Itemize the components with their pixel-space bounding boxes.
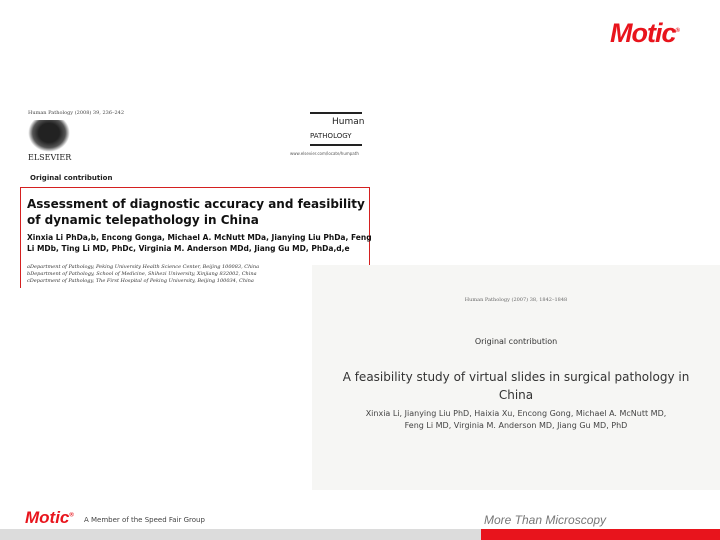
motic-logo-top: Motic® <box>610 18 679 48</box>
paper-2-section: Original contribution <box>474 337 558 346</box>
authors-line: Feng Li MD, Virginia M. Anderson MD, Jiang Gu MD, PhD <box>404 421 628 430</box>
paper-2-authors <box>312 408 720 432</box>
paper-2-header-image <box>312 265 720 490</box>
affiliation: cDepartment of Pathology, The First Hospital of Peking University, Beijing 100034, China <box>27 278 254 284</box>
paper-1-title: Assessment of diagnostic accuracy and feasibility of dynamic telepathology in China <box>27 197 365 227</box>
member-text: A Member of the Speed Fair Group <box>84 516 205 524</box>
divider <box>310 144 362 146</box>
elsevier-tree-icon <box>28 120 70 152</box>
paper-1-citation: Human Pathology (2008) 39, 236–242 <box>28 110 125 116</box>
journal-name-2: PATHOLOGY <box>310 132 352 140</box>
divider <box>310 112 362 114</box>
journal-url: www.elsevier.com/locate/humpath <box>290 151 359 156</box>
paper-2-title: A feasibility study of virtual slides in surgical pathology in China <box>342 370 690 402</box>
affiliation: aDepartment of Pathology, Peking University Health Science Center, Beijing 100083, China <box>27 264 260 270</box>
affiliation: bDepartment of Pathology, School of Medicine, Shihezi University, Xinjiang 832002, China <box>27 271 257 277</box>
journal-name-1: Human <box>332 117 365 127</box>
paper-2-citation: Human Pathology (2007) 38, 1842–1848 <box>464 297 568 303</box>
motic-logo-footer: Motic® <box>25 508 74 527</box>
tagline: More Than Microscopy <box>484 513 607 527</box>
paper-1-authors: Xinxia Li PhDa,b, Encong Gonga, Michael A. McNutt MDa, Jianying Liu PhDa, Feng Li MDb, Ting Li MD, PhDc, Virginia M. Anderson MDd, Jiang Gu MD, PhDa,d,e <box>27 233 372 253</box>
footer-gray-bar <box>0 529 481 540</box>
paper-1-affiliations <box>27 264 259 285</box>
publisher-name: ELSEVIER <box>28 153 72 162</box>
authors-line: Xinxia Li, Jianying Liu PhD, Haixia Xu, Encong Gong, Michael A. McNutt MD, <box>365 409 667 418</box>
footer-red-bar <box>481 529 720 540</box>
paper-1-section: Original contribution <box>30 174 113 182</box>
